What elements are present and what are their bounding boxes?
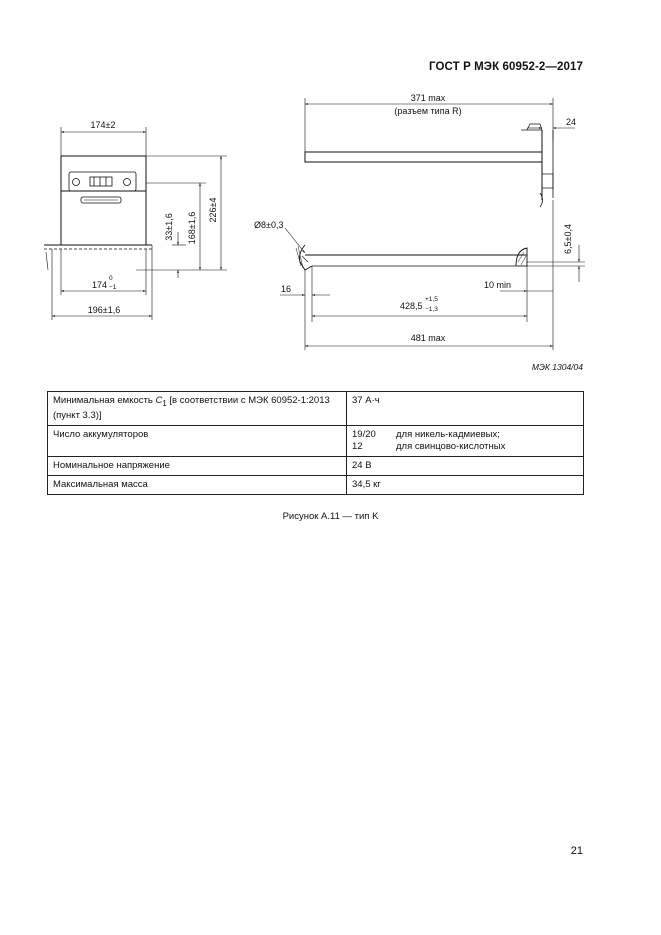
dim-height-33: 33±1,6 bbox=[164, 213, 174, 241]
dim-width-174: 174±2 bbox=[90, 120, 116, 130]
row-value-cells bbox=[347, 425, 584, 456]
row-label-mass: Максимальная масса bbox=[48, 475, 347, 494]
cells-lead bbox=[352, 441, 578, 453]
table-row bbox=[48, 475, 584, 494]
dim-min-10: 10 min bbox=[484, 280, 512, 290]
document-header: ГОСТ Р МЭК 60952-2—2017 bbox=[429, 61, 583, 73]
figure-id: МЭК 1304/04 bbox=[531, 362, 583, 372]
cells-nicd bbox=[352, 429, 578, 441]
specs-table bbox=[47, 391, 584, 495]
row-value-voltage: 24 В bbox=[347, 456, 584, 475]
dim-length-428-upper: +1,5 bbox=[425, 296, 438, 303]
connector-note: (разъем типа R) bbox=[394, 106, 462, 116]
row-label-capacity bbox=[48, 392, 347, 426]
row-value-capacity: 37 А·ч bbox=[347, 392, 584, 426]
table-row bbox=[48, 425, 584, 456]
capacity-label-pre: Минимальная емкость bbox=[53, 395, 156, 406]
figure-caption: Рисунок А.11 — тип K bbox=[282, 511, 379, 522]
dim-length-481: 481 max bbox=[410, 333, 446, 343]
cells-nicd-count: 19/20 bbox=[352, 428, 376, 440]
dim-length-371: 371 max bbox=[410, 93, 446, 103]
table-row bbox=[48, 456, 584, 475]
dim-width-174-base: 174 bbox=[92, 280, 108, 290]
dim-height-168: 168±1,6 bbox=[187, 211, 197, 245]
row-value-mass: 34,5 кг bbox=[347, 475, 584, 494]
capacity-symbol: C bbox=[155, 395, 163, 406]
dim-height-6-5: 6,5±0,4 bbox=[563, 224, 573, 254]
dim-width-196: 196±1,6 bbox=[87, 305, 121, 315]
dim-diameter-8: Ø8±0,3 bbox=[254, 220, 284, 230]
front-view bbox=[44, 127, 227, 320]
page-number: 21 bbox=[570, 845, 583, 857]
row-label-cells: Число аккумуляторов bbox=[48, 425, 347, 456]
dim-offset-16: 16 bbox=[281, 284, 292, 294]
dim-offset-24: 24 bbox=[566, 117, 577, 127]
cells-lead-count: 12 bbox=[352, 440, 363, 452]
dim-width-174-upper: 0 bbox=[109, 275, 113, 282]
capacity-subscript: 1 bbox=[162, 398, 167, 408]
cells-lead-desc: для свинцово-кислотных bbox=[396, 440, 506, 452]
cells-nicd-desc: для никель-кадмиевых; bbox=[396, 428, 500, 440]
dim-width-174-lower: −1 bbox=[109, 284, 117, 291]
technical-drawing bbox=[0, 0, 661, 380]
capacity-label-post: [в соответствии с МЭК 60952-1:2013 (пункт 3.3)] bbox=[53, 395, 330, 421]
dim-length-428-lower: −1,3 bbox=[425, 306, 438, 313]
dim-width-174-tol bbox=[92, 280, 107, 290]
dim-length-428: 428,5 bbox=[400, 301, 423, 311]
dim-height-226: 226±4 bbox=[208, 197, 218, 223]
table-row bbox=[48, 392, 584, 426]
row-label-voltage: Номинальное напряжение bbox=[48, 456, 347, 475]
